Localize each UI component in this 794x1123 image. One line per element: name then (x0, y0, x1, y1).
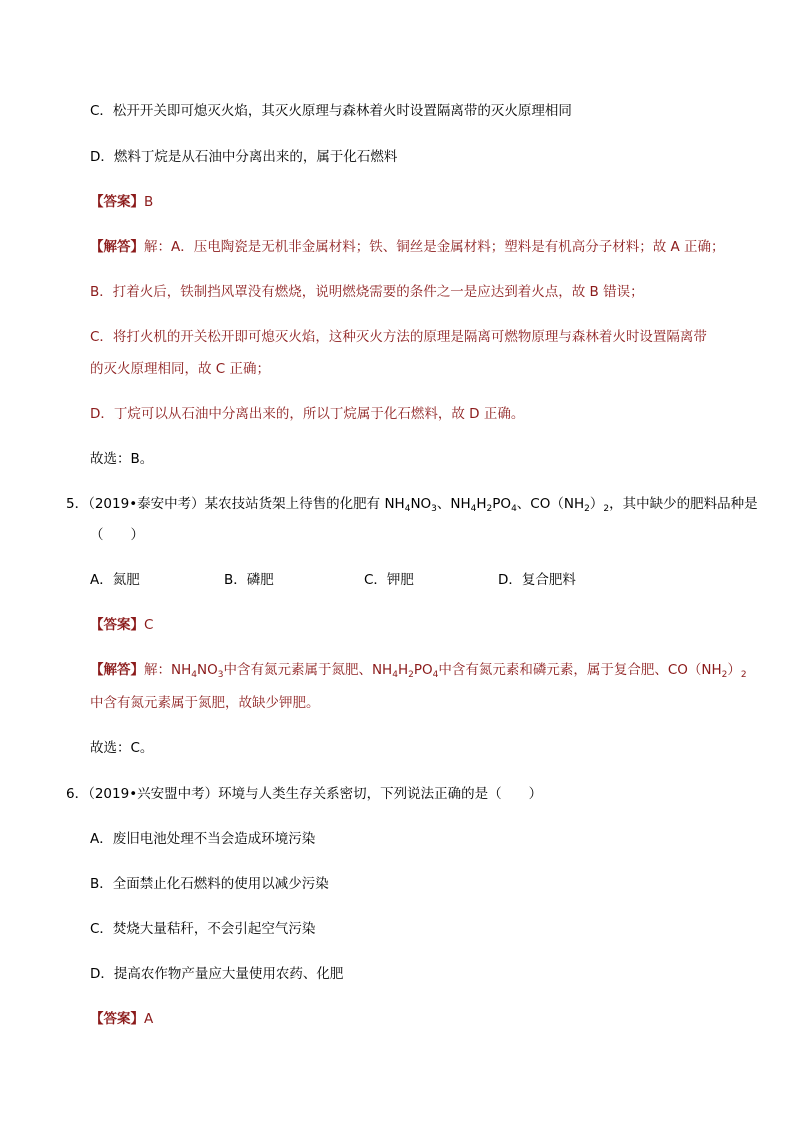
subscript: 4 (470, 504, 477, 514)
q6-option-d: D．提高农作物产量应大量使用农药、化肥 (90, 966, 344, 982)
q6-answer (90, 1009, 153, 1029)
q5-stem-suffix: ，其中缺少的肥料品种是 (609, 496, 758, 512)
prev-analysis-c2: 的灭火原理相同，故 C 正确； (90, 361, 271, 377)
subscript: 3 (431, 504, 437, 514)
prev-option-c: C．松开开关即可熄灭火焰，其灭火原理与森林着火时设置隔离带的灭火原理相同 (90, 103, 572, 119)
analysis-text: 解：A．压电陶瓷是无机非金属材料；铁、铜丝是金属材料；塑料是有机高分子材料；故 A 正确； (144, 239, 725, 255)
q6-stem: 6．（2019•兴安盟中考）环境与人类生存关系密切，下列说法正确的是（ ） (66, 786, 543, 802)
q5-option-b: B．磷肥 (224, 572, 274, 588)
subscript: 4 (392, 670, 398, 680)
prev-answer (90, 192, 153, 212)
subscript: 4 (432, 670, 439, 680)
answer-tag: 【答案】 (90, 617, 144, 633)
q5-analysis-line2: 中含有氮元素属于氮肥，故缺少钾肥。 (90, 695, 320, 711)
prev-conclusion: 故选：B。 (90, 451, 154, 467)
answer-tag: 【答案】 (90, 194, 144, 210)
prev-analysis-c1: C．将打火机的开关松开即可熄灭火焰，这种灭火方法的原理是隔离可燃物原理与森林着火时设置隔离带 (90, 329, 707, 345)
prev-analysis-a (90, 237, 725, 257)
analysis-tag: 【解答】 (90, 239, 144, 255)
q5-conclusion: 故选：C。 (90, 740, 154, 756)
answer-value: A (144, 1011, 154, 1027)
q5-option-d: D．复合肥料 (498, 572, 576, 588)
prev-option-d: D．燃料丁烷是从石油中分离出来的，属于化石燃料 (90, 149, 398, 165)
q5-stem-text: 5．（2019•泰安中考）某农技站货架上待售的化肥有 NH (66, 496, 405, 512)
q5-option-a: A．氮肥 (90, 572, 140, 588)
subscript: 2 (408, 670, 414, 680)
q6-option-c: C．焚烧大量秸秆，不会引起空气污染 (90, 921, 316, 937)
subscript: 2 (740, 670, 747, 680)
formula-part: NO (196, 662, 218, 678)
q6-option-a: A．废旧电池处理不当会造成环境污染 (90, 831, 316, 847)
subscript: 4 (511, 504, 517, 514)
subscript: 2 (603, 504, 610, 514)
analysis-tag: 【解答】 (90, 662, 144, 678)
formula-part: ） (589, 496, 604, 512)
analysis-text: 中含有氮元素属于氮肥、NH (223, 662, 393, 678)
analysis-text: 中含有氮元素和磷元素，属于复合肥、CO（NH (438, 662, 722, 678)
formula-part: ） (727, 662, 741, 678)
formula-part: 、CO（NH (516, 496, 585, 512)
subscript: 2 (584, 504, 590, 514)
subscript: 2 (486, 504, 493, 514)
answer-tag: 【答案】 (90, 1011, 144, 1027)
analysis-text: 解：NH (144, 662, 192, 678)
subscript: 2 (721, 670, 728, 680)
formula-part: PO (413, 662, 433, 678)
formula-part: H (476, 496, 487, 512)
subscript: 3 (217, 670, 224, 680)
prev-analysis-d: D．丁烷可以从石油中分离出来的，所以丁烷属于化石燃料，故 D 正确。 (90, 406, 525, 422)
subscript: 4 (191, 670, 197, 680)
prev-analysis-b: B．打着火后，铁制挡风罩没有燃烧，说明燃烧需要的条件之一是应达到着火点，故 B 错误； (90, 284, 644, 300)
q6-option-b: B．全面禁止化石燃料的使用以减少污染 (90, 876, 329, 892)
q5-analysis-line1 (90, 660, 747, 680)
answer-value: B (144, 194, 154, 210)
formula-part: PO (492, 496, 512, 512)
q5-stem-line2: （ ） (90, 527, 144, 543)
answer-value: C (144, 617, 154, 633)
formula-part: 、NH (436, 496, 471, 512)
formula-part: NO (410, 496, 432, 512)
q5-option-c: C．钾肥 (364, 572, 414, 588)
q5-stem (66, 494, 758, 514)
subscript: 4 (404, 504, 411, 514)
q5-answer (90, 615, 153, 635)
formula-part: H (397, 662, 409, 678)
